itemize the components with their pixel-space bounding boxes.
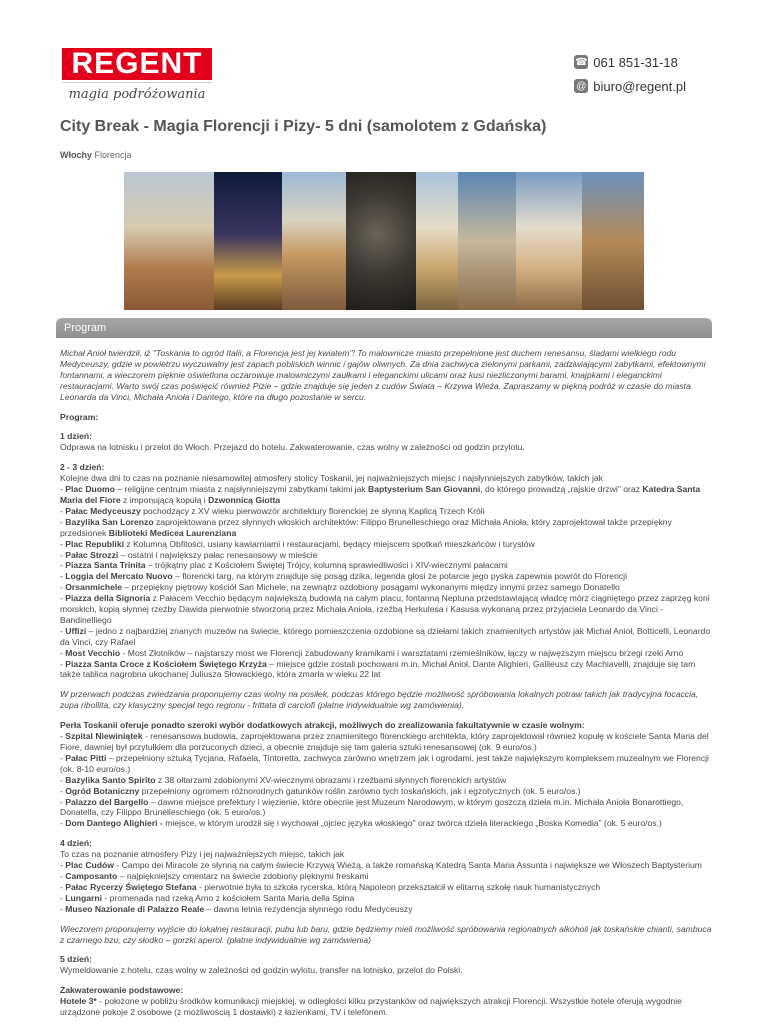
list-item: - Loggia del Mercato Nuovo – florencki targ, na którym znajduje się posąg dzika, legenda głosi że potarcie jego pyska zapewnia powrót do Florencji xyxy=(60,571,627,582)
day5-title: 5 dzień: xyxy=(60,954,92,965)
day1-title: 1 dzień: xyxy=(60,431,92,442)
list-item: - Bazylika San Lorenzo zaprojektowana przez słynnych włoskich architektów: Filippo Brunelleschiego oraz Michała Anioła, który zaprojektował także przepiękny przedsionek Biblioteki Medicea Laurenziana xyxy=(60,516,672,538)
day23-intro: Kolejne dwa dni to czas na poznanie niesamowitej atmosfery stolicy Toskanii, jej najważniejszych miejsc i najsłynniejszych zabytków, takich jak xyxy=(60,473,603,484)
list-item: - Most Vecchio - Most Złotników – najstarszy most we Florencji zabudowany kramikami i warsztatami rzemieślników, łączy w najwęższym miejscu brzegi rzeki Arno xyxy=(60,647,684,658)
regent-logo[interactable] xyxy=(62,48,212,106)
gallery-photo-palazzo-vecchio[interactable] xyxy=(582,172,644,310)
day5-text: Wymeldowanie z hotelu, czas wolny w zależności od godzin wylotu, transfer na lotnisko, przelot do Polski. xyxy=(60,965,463,976)
gallery-photo-florence-panorama[interactable] xyxy=(124,172,214,310)
list-item: - Dom Dantego Alighieri - miejsce, w którym urodził się i wychował „ojciec języka włoskiego" oraz twórca dzieła literackiego „Boska Komedia" (ok. 5 euro/os.) xyxy=(60,818,662,829)
accommodation-name: Hotele 3* xyxy=(60,996,97,1007)
gallery-photo-cathedral[interactable] xyxy=(458,172,516,310)
list-item: - Plac Duomo – religijne centrum miasta z najsłynniejszymi zabytkami takimi jak Baptysterium San Giovanni, do którego prowadzą „rajskie drzwi" oraz Katedra Santa Maria del Fiore z imponującą kopułą i Dzwonnicą Giotta xyxy=(60,484,701,505)
day1-text: Odprawa na lotnisku i przelot do Włoch. Przejazd do hotelu. Zakwaterowanie, czas wolny w zależności od godzin przylotu. xyxy=(60,442,525,453)
list-item: - Piazza della Signoria z Pałacem Vecchio będącym największą budowlą na całym placu, fontanną Neptuna przedstawiającą władcę mórz ciągniętego przez zaprzęg koni morskich, kopią słynnej rzeźby Dawida pierwotnie stworzoną przez Michała Anioła, rzeźbą Herkulesa i Kasusa wykonaną przez przyjaciela Leonardo da Vinci - Bandinelliego xyxy=(60,593,710,625)
day23-note: W przerwach podczas zwiedzania proponujemy czas wolny na posiłek, podczas którego będzie możliwość spróbowania lokalnych potraw takich jak tradycyjna focaccia, zupa ribollita, czy klasyczny specjał tego regionu - frittata di carciofi (płatne indywidualnie wg zamówienia). xyxy=(60,689,699,711)
day23-title: 2 - 3 dzień: xyxy=(60,462,105,473)
program-label: Program: xyxy=(60,411,99,422)
list-item: - Szpital Niewiniątek - renesansowa budowla, zaprojektowana przez znamienitego florenckiego architekta, który zaprojektował również kopułę w kościele Santa Maria del Fiore, dawniej był przytułkiem dla porzuconych dzieci, a obecnie znajduje się tam galeria sztuki renesansowej (ok. 9 euro/os.) xyxy=(60,731,709,752)
tab-program[interactable]: Program xyxy=(56,318,712,338)
gallery-photo-duomo[interactable] xyxy=(516,172,582,310)
gallery-photo-leaning-tower[interactable] xyxy=(416,172,458,310)
list-item: - Bazylika Santo Spirito z 38 ołtarzami zdobionymi XV-wiecznymi obrazami i rzeźbami słynnych florenckich artystów xyxy=(60,774,507,785)
phone-number[interactable]: 061 851-31-18 xyxy=(593,54,678,70)
list-item: - Pałac Medyceuszy pochodzący z XV wieku pierwowzór architektury florenckiej ze słynną Kaplicą Trzech Króli xyxy=(60,505,485,516)
gallery-photo-night-city[interactable] xyxy=(214,172,282,310)
day4-note: Wieczorem proponujemy wyjście do lokalnej restauracji, pubu lub baru, gdzie będziemy mieli możliwość spróbowania regionalnych alkoholi jak toskańskie chianti, sambuca z czarnego bzu, czy słodko – gorzki aperol. (płatne indywidualnie wg zamówienia) xyxy=(60,923,712,945)
email-address[interactable]: biuro@regent.pl xyxy=(593,78,686,94)
phone-icon: ☎ xyxy=(575,56,588,68)
list-item: - Palazzo del Bargello – dawne miejsce prefektury i więzienie, które obecnie jest Muzeum Narodowym, w którym goszczą dzieła m.in. Michała Anioła Bonarottiego, Donatella, czy Filippo Brunelleschiego (ok. 5 euro/os.) xyxy=(60,796,684,818)
email-row xyxy=(574,76,686,96)
breadcrumb-city[interactable]: Florencja xyxy=(94,150,132,160)
logo-tagline: magia podróżowania xyxy=(62,82,212,107)
list-item: - Piazza Santa Trinita – trójkątny plac z Kościołem Świętej Trójcy, kolumną sprawiedliwości i XIV-wiecznymi pałacami xyxy=(60,560,508,571)
email-icon: @ xyxy=(576,80,587,92)
list-item: - Museo Nazionale di Palazzo Reale – dawna letnia rezydencja słynnego rodu Medyceuszy xyxy=(60,903,413,914)
gallery-photo-duomo-facade[interactable] xyxy=(282,172,346,310)
phone-row xyxy=(574,52,686,72)
list-item: - Pałac Strozzi – ostatni i największy pałac renesansowy w mieście xyxy=(60,549,318,560)
list-item: - Plac Cudów - Campo dei Miracole ze słynną na całym świecie Krzywą Wieżą, a także romańską Katedrą Santa Maria Assunta i największe we Włoszech Baptysterium xyxy=(60,860,702,871)
gallery-photo-statue[interactable] xyxy=(346,172,416,310)
accommodation-title: Zakwaterowanie podstawowe: xyxy=(60,985,184,996)
list-item: - Ogród Botaniczny przepełniony ogromem różnorodnych gatunków roślin zarówno tych toskańskich, jak i egzotycznych (ok. 5 euro/os.) xyxy=(60,785,581,796)
optional-title: Perła Toskanii oferuje ponadto szeroki wybór dodatkowych atrakcji, możliwych do zrealizowania fakultatywnie w czasie wolnym: xyxy=(60,720,585,731)
program-content xyxy=(60,348,712,1027)
list-item: - Camposanto – najpiękniejszy cmentarz na świecie zdobiony pięknymi freskami xyxy=(60,870,369,881)
day4-title: 4 dzień: xyxy=(60,838,92,849)
list-item: - Orsanmichele – przepiękny piętrowy kościół San Michele, na zewnątrz ozdobiony posągami wykonanymi między innymi przez samego Donatello xyxy=(60,582,620,593)
breadcrumb-country[interactable]: Włochy xyxy=(60,150,93,160)
list-item: - Pałac Rycerzy Świętego Stefana - pierwotnie była to szkoła rycerska, którą Napoleon przekształcił w elitarną szkołę nauk humanistycznych xyxy=(60,881,601,892)
list-item: - Pałac Pitti – przepełniony sztuką Tycjana, Rafaela, Tintoretta, zachwyca zarówno wnętrzem jak i ogrodami, jest także największym kompleksem muzealnym we Florencji (ok. 8-10 euro/os.) xyxy=(60,752,709,774)
logo-wordmark: REGENT xyxy=(62,48,212,80)
breadcrumb xyxy=(60,150,132,160)
page-title: City Break - Magia Florencji i Pizy- 5 dni (samolotem z Gdańska) xyxy=(60,118,547,135)
list-item: - Plac Republiki z Kolumną Obfitości, usiany kawiarniami i restauracjami, będący miejscem spotkań mieszkańców i turystów xyxy=(60,538,535,549)
list-item: - Piazza Santa Croce z Kościołem Świętego Krzyża – miejsce gdzie zostali pochowani m.in. Michał Anioł, Dante Alighieri, Galileusz czy Machiavelli, znajduje się tam także tablica nagrobna ukochanej Juliusza Słowackiego, która zmarła w wieku 22 lat xyxy=(60,658,696,680)
day4-intro: To czas na poznanie atmosfery Pizy i jej najważniejszych miejsc, takich jak xyxy=(60,849,345,860)
list-item: - Lungarni - promenada nad rzeką Arno z kościołem Santa Maria della Spina xyxy=(60,892,355,903)
accommodation-text: - położone w pobliżu środków komunikacji miejskiej, w odległości kilku przystanków od największych atrakcji Florencji. Wszystkie hotele oferują wygodnie urządzone pokoje 2 osobowe (z możliwością 1 dostawki) z łazienkami, TV i telefonem. xyxy=(60,996,682,1018)
page-header xyxy=(0,0,768,110)
list-item: - Uffizi – jedno z najbardziej znanych muzeów na świecie, którego pomieszczenia ozdobione są dziełami takich znamienitych artystów jak Michał Anioł, Botticelli, Leonardo da Vinci, czy Rafael xyxy=(60,625,711,647)
intro-text: Michał Anioł twierdził, iż "Toskania to ogród Italii, a Florencja jest jej kwiatem"! To malownicze miasto przepełnione jest duchem renesansu, śladami wielkiego rodu Medyceuszy, gdzie w powietrzu wyczuwalny jest zapach pobliskich winnic i gajów oliwnych. Za dnia zachwyca zielonymi parkami, zadziwiającymi zabytkami, efektownymi fontannami, a wieczorem pięknie oświetlona oczarowuje malowniczymi zaułkami i eleganckimi ulicami oraz kusi niezliczonymi barami, knajpkami i eleganckimi restauracjami. Warto swój czas poświęcić również Pizie – gdzie znajduje się jeden z cudów Świata – Krzywa Wieża. Zapraszamy w piękną podróż w czasie do miasta Leonarda da Vinci, Michała Anioła i Dantego, które na długo pozostanie w sercu. xyxy=(60,348,706,402)
contact-box xyxy=(574,52,686,100)
photo-gallery xyxy=(124,172,644,310)
